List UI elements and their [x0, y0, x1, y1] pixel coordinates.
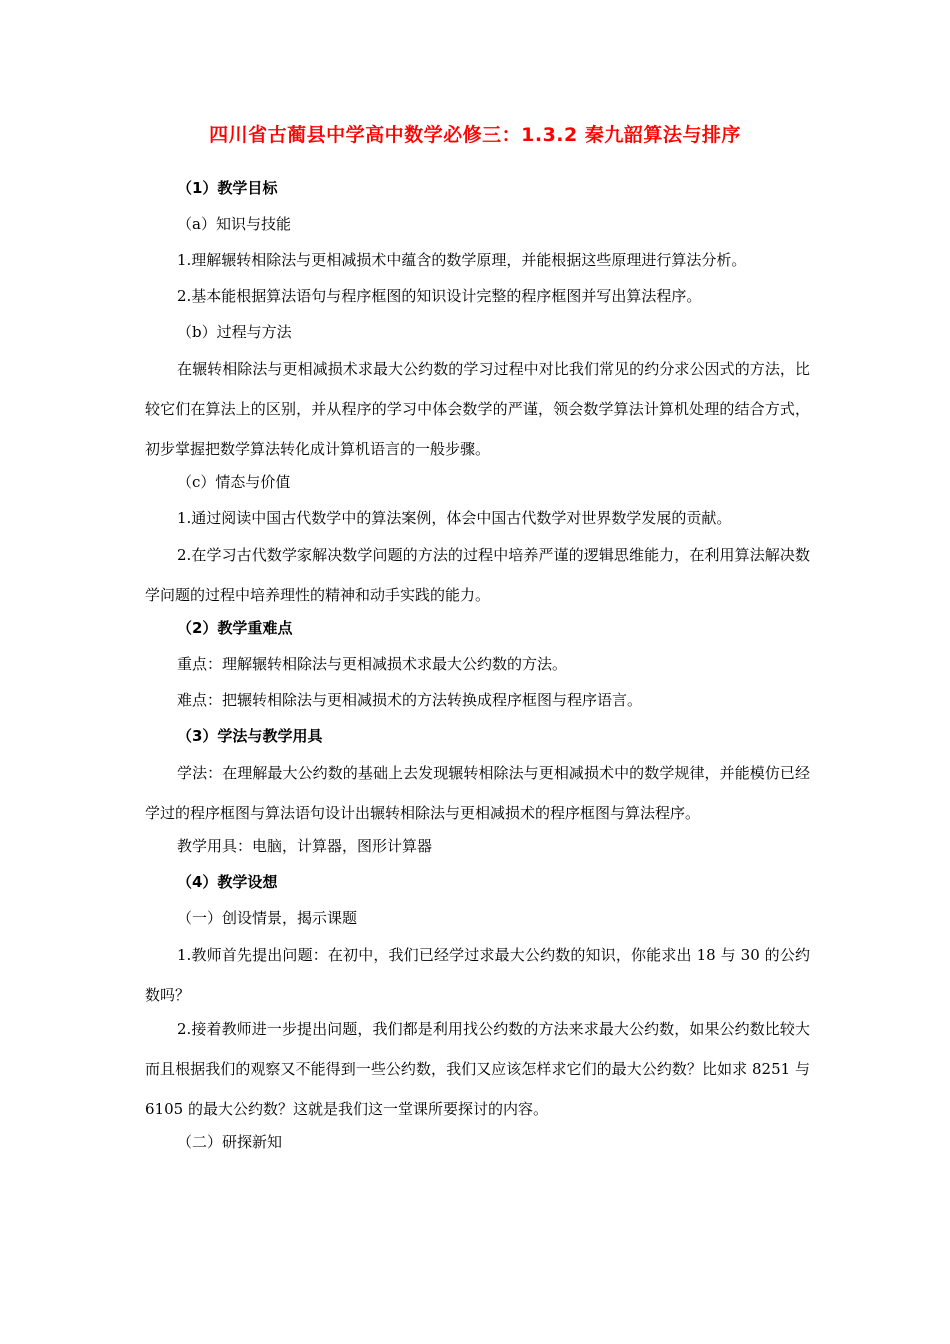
- paragraph: （c）情态与价值: [177, 473, 291, 491]
- paragraph: 2.在学习古代数学家解决数学问题的方法的过程中培养严谨的逻辑思维能力，在利用算法解决数学问题的过程中培养理性的精神和动手实践的能力。: [145, 546, 810, 604]
- paragraph: （二）研探新知: [177, 1133, 283, 1151]
- paragraph: （一）创设情景，揭示课题: [177, 909, 358, 927]
- paragraph: 难点：把辗转相除法与更相减损术的方法转换成程序框图与程序语言。: [177, 691, 643, 709]
- document-title: 四川省古蔺县中学高中数学必修三：1.3.2 秦九韶算法与排序: [209, 124, 741, 146]
- paragraph: 1.理解辗转相除法与更相减损术中蕴含的数学原理，并能根据这些原理进行算法分析。: [177, 251, 747, 269]
- paragraph: （a）知识与技能: [177, 215, 291, 233]
- paragraph: 在辗转相除法与更相减损术求最大公约数的学习过程中对比我们常见的约分求公因式的方法，比较它们在算法上的区别，并从程序的学习中体会数学的严谨，领会数学算法计算机处理的结合方式，初步掌握把数学算法转化成计算机语言的一般步骤。: [145, 360, 810, 458]
- paragraph: （b）过程与方法: [177, 323, 292, 341]
- paragraph: 重点：理解辗转相除法与更相减损术求最大公约数的方法。: [177, 655, 568, 673]
- document-body: [145, 175, 810, 1165]
- paragraph: 1.教师首先提出问题：在初中，我们已经学过求最大公约数的知识，你能求出 18 与 30 的公约数吗？: [145, 946, 810, 1004]
- paragraph: 学法：在理解最大公约数的基础上去发现辗转相除法与更相减损术中的数学规律，并能模仿已经学过的程序框图与算法语句设计出辗转相除法与更相减损术的程序框图与算法程序。: [145, 764, 810, 822]
- paragraph: 2.基本能根据算法语句与程序框图的知识设计完整的程序框图并写出算法程序。: [177, 287, 702, 305]
- section-heading: （3）学法与教学用具: [177, 727, 323, 745]
- section-heading: （4）教学设想: [177, 873, 278, 891]
- section-heading: （2）教学重难点: [177, 619, 293, 637]
- paragraph: 1.通过阅读中国古代数学中的算法案例，体会中国古代数学对世界数学发展的贡献。: [177, 509, 732, 527]
- paragraph: 2.接着教师进一步提出问题，我们都是利用找公约数的方法来求最大公约数，如果公约数比较大而且根据我们的观察又不能得到一些公约数，我们又应该怎样求它们的最大公约数？比如求 8251 与 6105 的最大公约数？这就是我们这一堂课所要探讨的内容。: [145, 1020, 810, 1118]
- paragraph: 教学用具：电脑，计算器，图形计算器: [177, 837, 433, 855]
- section-heading: （1）教学目标: [177, 179, 278, 197]
